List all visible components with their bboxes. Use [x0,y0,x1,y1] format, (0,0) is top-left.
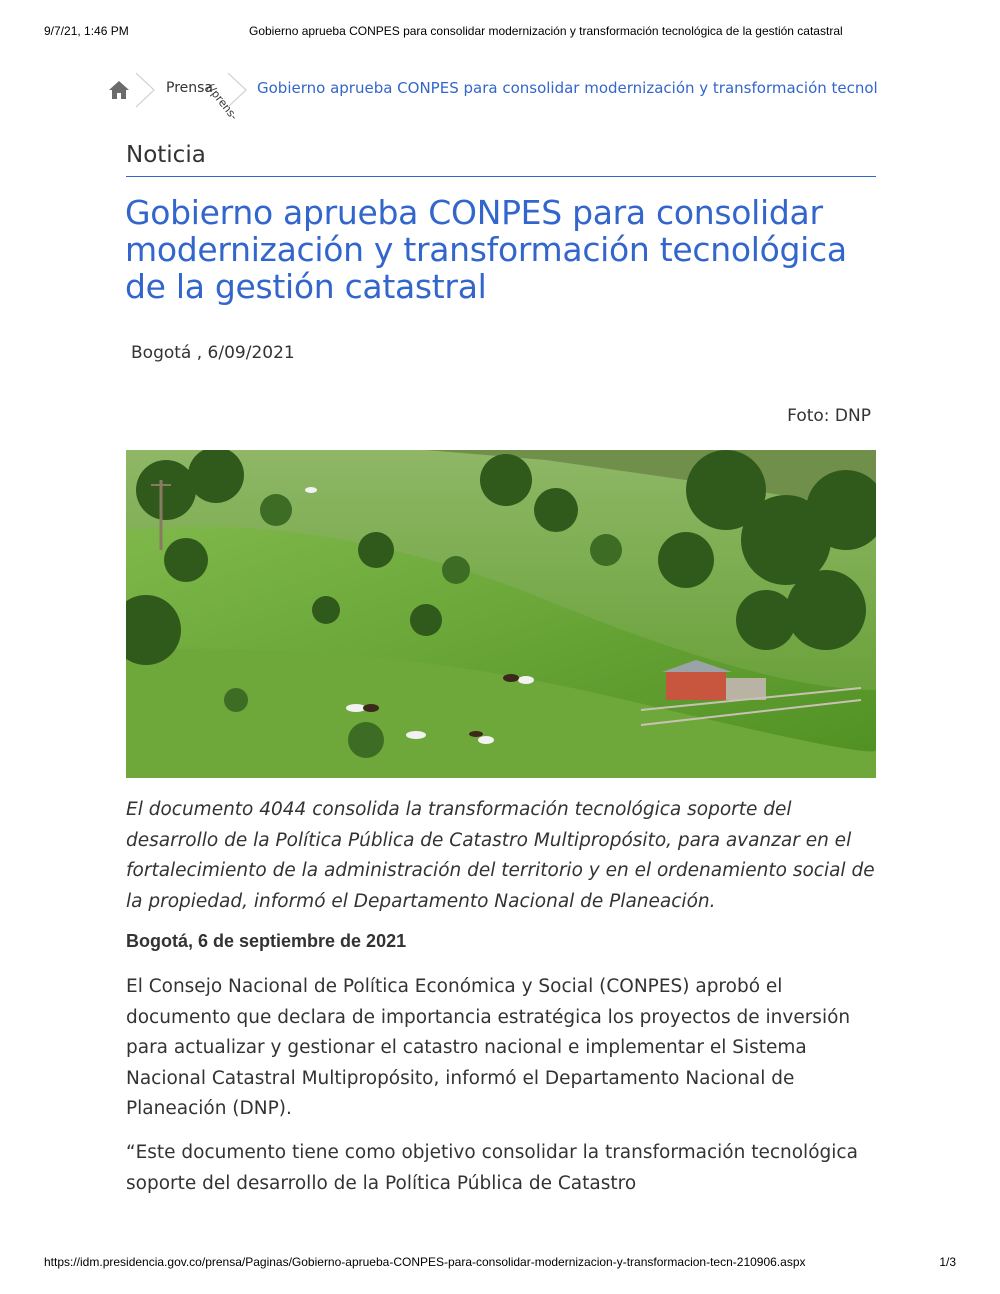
breadcrumb-chevron-icon [134,72,156,108]
print-url: https://idm.presidencia.gov.co/prensa/Paginas/Gobierno-aprueba-CONPES-para-consolidar-modernizacion-y-transformacion-tecn-210906.aspx [44,1255,806,1269]
breadcrumb-current-page[interactable]: Gobierno aprueba CONPES para consolidar modernización y transformación tecnol [257,79,878,97]
article-photo [126,450,876,778]
breadcrumb-chevron-icon [226,72,248,108]
section-divider [126,176,876,177]
print-header [44,24,956,40]
article-headline: Gobierno aprueba CONPES para consolidar modernización y transformación tecnológica de la gestión catastral [125,193,847,306]
body-paragraph: “Este documento tiene como objetivo consolidar la transformación tecnológica soporte del desarrollo de la Política Pública de Catastro [126,1142,858,1194]
article-dateline: Bogotá , 6/09/2021 [131,343,295,363]
breadcrumb [106,72,900,123]
home-icon[interactable] [108,80,130,100]
breadcrumb-url-fragment: (/prens- [203,81,241,123]
page-number: 1/3 [939,1255,956,1269]
print-datetime: 9/7/21, 1:46 PM [44,24,129,38]
breadcrumb-prensa[interactable]: Prensa [166,80,214,96]
article-lead: El documento 4044 consolida la transformación tecnológica soporte del desarrollo de la Política Pública de Catastro Multipropósito, para avanzar en el fortalecimiento de la administración del territorio y en el ordenamiento social de la propiedad, informó el Departamento Nacional de Planeación. [126,799,875,912]
print-doc-title: Gobierno aprueba CONPES para consolidar modernización y transformación tecnológica de la gestión catastral [249,24,843,38]
print-footer [44,1255,956,1271]
photo-credit: Foto: DNP [787,406,871,426]
body-dateline: Bogotá, 6 de septiembre de 2021 [126,931,407,951]
body-paragraph: El Consejo Nacional de Política Económica y Social (CONPES) aprobó el documento que declara de importancia estratégica los proyectos de inversión para actualizar y gestionar el catastro nacional e implementar el Sistema Nacional Catastral Multipropósito, informó el Departamento Nacional de Planeación (DNP). [126,976,851,1119]
section-label: Noticia [126,142,206,168]
